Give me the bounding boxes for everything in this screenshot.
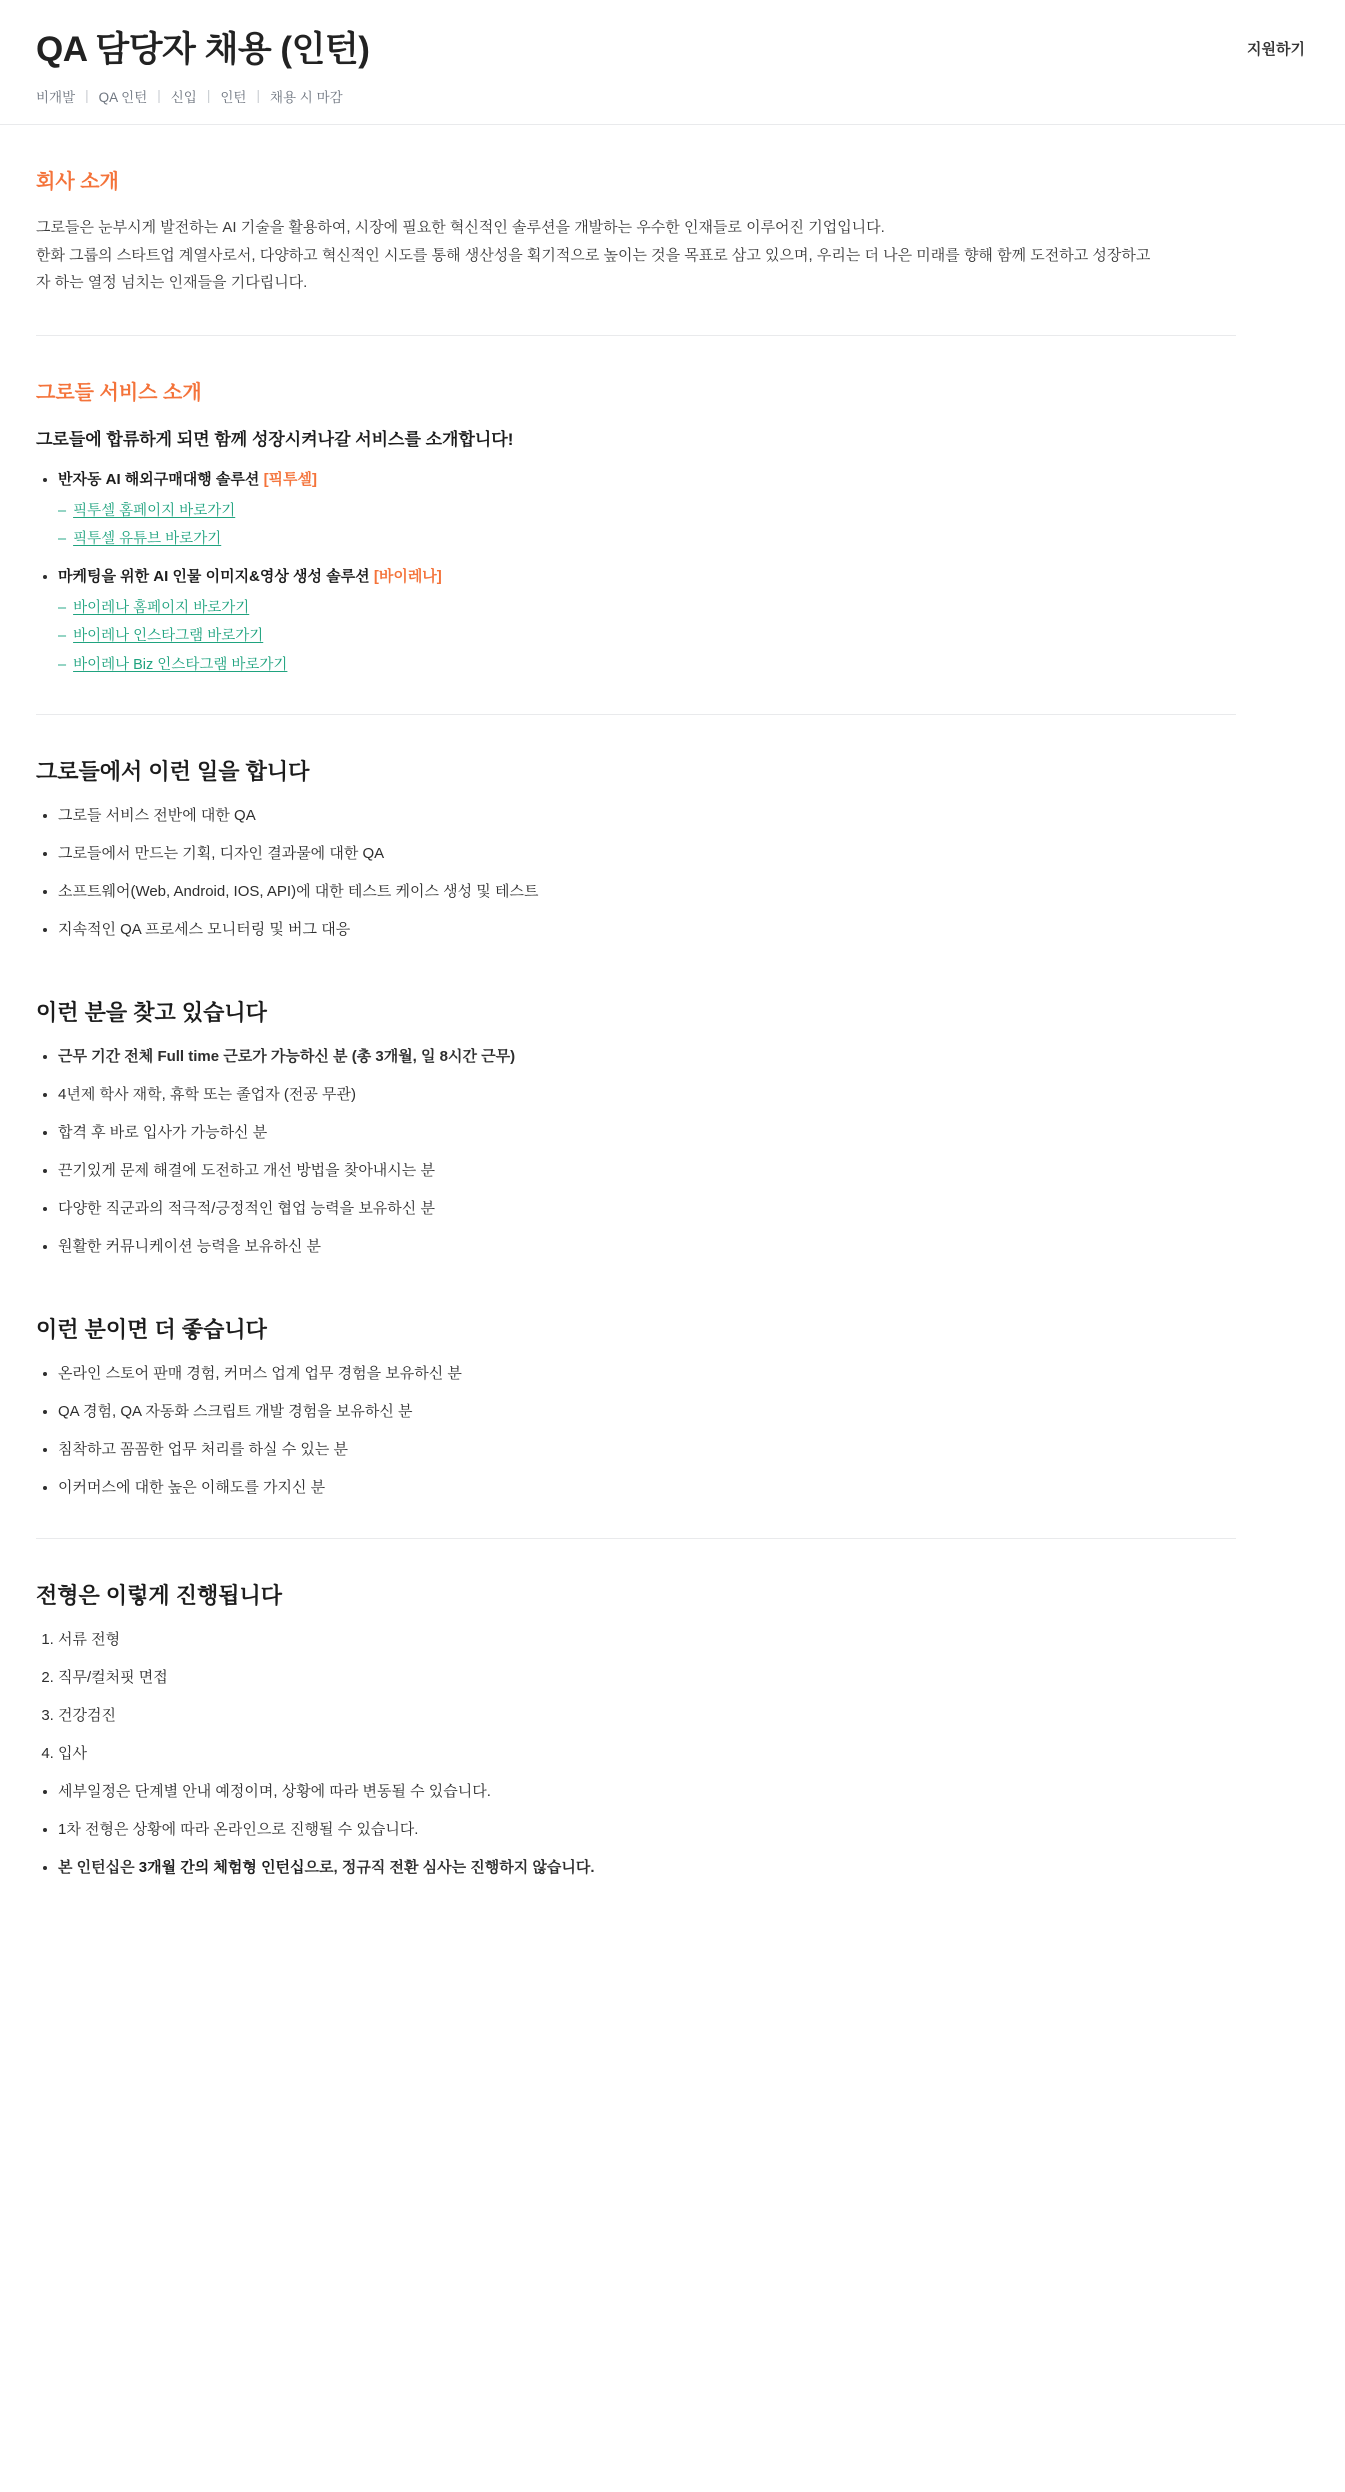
- service-link[interactable]: 바이레나 홈페이지 바로가기: [73, 599, 250, 616]
- section-process: [36, 1539, 1309, 1880]
- list-item: [58, 654, 1309, 676]
- title-row: [36, 28, 1309, 72]
- services-heading: 그로들 서비스 소개: [36, 382, 202, 404]
- dash-icon: –: [58, 599, 67, 616]
- breadcrumb-separator: |: [85, 88, 89, 104]
- dash-icon: –: [58, 531, 67, 548]
- service-links: [58, 597, 1309, 676]
- list-item: • 4년제 학사 재학, 휴학 또는 졸업자 (전공 무관): [58, 1083, 1309, 1107]
- breadcrumb-item-role: QA 인턴: [98, 89, 148, 105]
- breadcrumb-separator: |: [206, 88, 211, 104]
- service-link[interactable]: 픽투셀 유튜브 바로가기: [73, 531, 222, 548]
- breadcrumb-item-level: 신입: [170, 89, 197, 105]
- list-item: • 침착하고 꼼꼼한 업무 처리를 하실 수 있는 분: [58, 1438, 1309, 1462]
- section-preferred: [36, 1273, 1309, 1539]
- process-steps: [36, 1628, 1309, 1766]
- breadcrumb-item-type: 인턴: [220, 89, 247, 105]
- list-item: • 다양한 직군과의 적극적/긍정적인 협업 능력을 보유하신 분: [58, 1197, 1309, 1221]
- section-requirements: [36, 956, 1309, 1259]
- service-brand: [픽투셀]: [263, 471, 318, 488]
- company-paragraph-2: 한화 그룹의 스타트업 계열사로서, 다양하고 혁신적인 시도를 통해 생산성을 획기적으로 높이는 것을 목표로 삼고 있으며, 우리는 더 나은 미래를 향해 함께 도전하고 성장하고자 하는 열정 넘치는 인재들을 기다립니다.: [36, 246, 1151, 292]
- list-item: • 그로들 서비스 전반에 대한 QA: [58, 804, 1309, 828]
- service-brand: [바이레나]: [373, 567, 442, 585]
- preferred-heading: 이런 분이면 더 좋습니다: [36, 1317, 267, 1343]
- services-lead: 그로들에 합류하게 되면 함께 성장시켜나갈 서비스를 소개합니다!: [36, 430, 514, 449]
- section-company: [36, 125, 1309, 336]
- list-item: 1. 서류 전형: [58, 1628, 1309, 1652]
- breadcrumb-separator: |: [256, 88, 260, 104]
- dash-icon: –: [58, 628, 67, 645]
- list-item: [58, 528, 1309, 550]
- apply-button[interactable]: 지원하기: [1247, 28, 1309, 59]
- note-emphasis: 3개월 간의 체험형 인턴십: [138, 1859, 305, 1877]
- service-link[interactable]: 픽투셀 홈페이지 바로가기: [73, 503, 236, 519]
- service-link[interactable]: 바이레나 Biz 인스타그램 바로가기: [73, 656, 288, 673]
- list-item: • 지속적인 QA 프로세스 모니터링 및 버그 대응: [58, 918, 1309, 942]
- list-item: • 온라인 스토어 판매 경험, 커머스 업계 업무 경험을 보유하신 분: [58, 1362, 1309, 1386]
- list-item: • QA 경험, QA 자동화 스크립트 개발 경험을 보유하신 분: [58, 1400, 1309, 1424]
- breadcrumb-separator: |: [157, 88, 161, 104]
- list-item: • 합격 후 바로 입사가 가능하신 분: [58, 1121, 1309, 1145]
- list-item: • 소프트웨어(Web, Android, IOS, API)에 대한 테스트 케이스 생성 및 테스트: [58, 880, 1309, 904]
- note-prefix: 본 인턴십은: [58, 1859, 139, 1877]
- tasks-list: [36, 804, 1309, 942]
- section-tasks: [36, 715, 1309, 942]
- process-heading: 전형은 이렇게 진행됩니다: [36, 1583, 282, 1609]
- list-item: [58, 1856, 1309, 1880]
- breadcrumb-item-deadline: 채용 시 마감: [269, 89, 343, 105]
- list-item: [58, 625, 1309, 647]
- page-title: QA 담당자 채용 (인턴): [36, 30, 370, 69]
- services-list: [36, 468, 1309, 676]
- requirements-list: [36, 1045, 1309, 1259]
- list-item: • 그로들에서 만드는 기획, 디자인 결과물에 대한 QA: [58, 842, 1309, 866]
- list-item: • 근무 기간 전체 Full time 근로가 가능하신 분 (총 3개월, 일 8시간 근무): [58, 1045, 1309, 1069]
- dash-icon: –: [58, 656, 67, 673]
- company-paragraph-1: 그로들은 눈부시게 발전하는 AI 기술을 활용하여, 시장에 필요한 혁신적인 솔루션을 개발하는 우수한 인재들로 이루어진 기업입니다.: [36, 218, 885, 236]
- preferred-list: [36, 1362, 1309, 1500]
- list-item: • 끈기있게 문제 해결에 도전하고 개선 방법을 찾아내시는 분: [58, 1159, 1309, 1183]
- dash-icon: –: [58, 503, 67, 519]
- requirements-heading: 이런 분을 찾고 있습니다: [36, 1000, 267, 1026]
- page-content: [0, 125, 1345, 1881]
- breadcrumb: [36, 86, 1309, 106]
- list-item: [58, 468, 1309, 551]
- service-link[interactable]: 바이레나 인스타그램 바로가기: [73, 628, 264, 645]
- list-item: 2. 직무/컬처핏 면접: [58, 1666, 1309, 1690]
- list-item: 4. 입사: [58, 1742, 1309, 1766]
- page-header: [0, 0, 1345, 125]
- note-suffix: 으로, 정규직 전환 심사는 진행하지 않습니다.: [304, 1859, 595, 1877]
- section-services: [36, 336, 1309, 715]
- list-item: 3. 건강검진: [58, 1704, 1309, 1728]
- tasks-heading: 그로들에서 이런 일을 합니다: [36, 759, 310, 785]
- service-name: 마케팅을 위한 AI 인물 이미지&영상 생성 솔루션: [58, 567, 370, 585]
- list-item: [58, 500, 1309, 522]
- list-item: [58, 597, 1309, 619]
- breadcrumb-item-category: 비개발: [36, 89, 76, 105]
- service-links: [58, 500, 1309, 551]
- company-heading: 회사 소개: [36, 170, 119, 193]
- list-item: • 세부일정은 단계별 안내 예정이며, 상황에 따라 변동될 수 있습니다.: [58, 1780, 1309, 1804]
- list-item: [58, 565, 1309, 676]
- list-item: • 이커머스에 대한 높은 이해도를 가지신 분: [58, 1476, 1309, 1500]
- process-notes: [36, 1780, 1309, 1880]
- list-item: • 1차 전형은 상황에 따라 온라인으로 진행될 수 있습니다.: [58, 1818, 1309, 1842]
- list-item: • 원활한 커뮤니케이션 능력을 보유하신 분: [58, 1235, 1309, 1259]
- service-name: 반자동 AI 해외구매대행 솔루션: [58, 471, 260, 488]
